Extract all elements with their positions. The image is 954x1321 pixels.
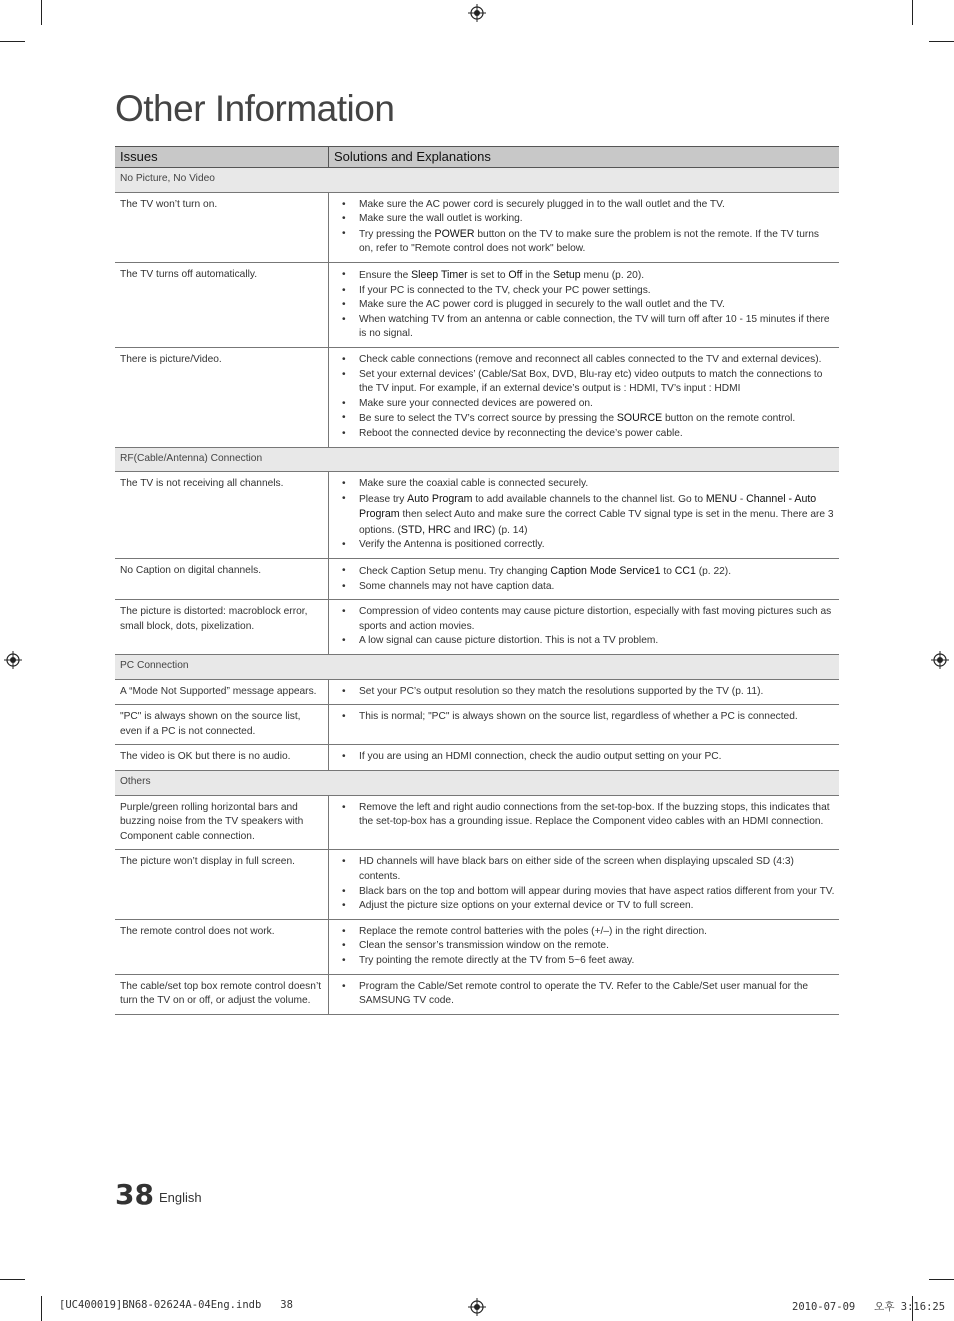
issue-cell: The cable/set top box remote control doesn’t turn the TV on or off, or adjust the volume. (115, 974, 329, 1014)
menu-term: IRC (473, 523, 492, 536)
column-header-solutions: Solutions and Explanations (329, 147, 840, 168)
solution-text: Black bars on the top and bottom will appear during movies that have aspect ratios different from your TV. (359, 885, 835, 897)
solution-text: (p. 22). (695, 566, 732, 578)
solution-text: Please try (359, 493, 408, 505)
solutions-cell (329, 600, 840, 655)
bullet-icon: • (342, 940, 346, 952)
issue-cell: The picture won’t display in full screen. (115, 850, 329, 919)
bullet-icon: • (342, 856, 346, 868)
solution-item (334, 198, 835, 213)
solution-item (334, 353, 835, 368)
solution-text: button on the TV to make sure the problem is not the remote. If the TV turns on, refer to "Remote control does not work" below. (359, 228, 820, 255)
menu-term: Off (508, 268, 523, 281)
print-footer-filename: [UC400019]BN68-02624A-04Eng.indb 38 (59, 1299, 293, 1311)
crop-mark (0, 1279, 25, 1280)
solutions-list (334, 477, 835, 553)
solution-item (334, 801, 835, 830)
solution-text: Check cable connections (remove and reconnect all cables connected to the TV and external devices). (359, 353, 822, 365)
solution-text: to add available channels to the channel list. Go to (472, 493, 706, 505)
bullet-icon: • (342, 198, 346, 210)
bullet-icon: • (342, 885, 346, 897)
bullet-icon: • (342, 492, 346, 504)
solution-item (334, 397, 835, 412)
solution-item (334, 227, 835, 257)
solution-item (334, 368, 835, 397)
crop-mark (41, 1296, 42, 1321)
solutions-cell (329, 795, 840, 850)
solution-item (334, 634, 835, 649)
crop-mark (41, 0, 42, 25)
solutions-cell (329, 347, 840, 447)
solution-text: and (450, 524, 474, 536)
menu-term: Sleep Timer (411, 268, 468, 281)
section-heading: No Picture, No Video (115, 168, 839, 193)
solution-item (334, 685, 835, 700)
bullet-icon: • (342, 268, 346, 280)
solution-text: A low signal can cause picture distortion. This is not a TV problem. (359, 635, 659, 647)
table-row (115, 472, 839, 559)
section-row (115, 447, 839, 472)
solution-item (334, 564, 835, 580)
solutions-cell (329, 745, 840, 771)
solution-text: Program the Cable/Set remote control to operate the TV. Refer to the Cable/Set user manual for the SAMSUNG TV code. (359, 980, 809, 1007)
solution-item (334, 492, 835, 539)
bullet-icon: • (342, 954, 346, 966)
table-row (115, 850, 839, 919)
crop-mark (912, 0, 913, 25)
table-row (115, 974, 839, 1014)
solutions-cell (329, 705, 840, 745)
solutions-list (334, 268, 835, 342)
table-row (115, 679, 839, 705)
solution-text: Try pressing the (359, 228, 435, 240)
menu-term: CC1 (674, 565, 696, 578)
bullet-icon: • (342, 299, 346, 311)
crop-mark (0, 41, 25, 42)
menu-term: Auto Program (407, 492, 473, 505)
solution-text: then select Auto and make sure the correct Cable TV signal type is set in the menu. There are 3 options. ( (359, 509, 834, 536)
bullet-icon: • (342, 980, 346, 992)
menu-term: SOURCE (616, 412, 663, 425)
solutions-list (334, 605, 835, 649)
solutions-list (334, 750, 835, 765)
print-footer-timestamp: 2010-07-09 오후 3:16:25 (792, 1301, 946, 1313)
issue-cell: There is picture/Video. (115, 347, 329, 447)
table-row (115, 745, 839, 771)
column-header-issues: Issues (115, 147, 329, 168)
solution-text: Clean the sensor’s transmission window on the remote. (359, 940, 609, 952)
page-number: 38 (115, 1178, 154, 1211)
menu-term: POWER (434, 227, 475, 240)
solution-text: in the (522, 269, 553, 281)
table-row (115, 262, 839, 347)
table-row (115, 192, 839, 262)
solution-text: Make sure your connected devices are powered on. (359, 397, 593, 409)
issue-cell: Purple/green rolling horizontal bars and buzzing noise from the TV speakers with Component cable connection. (115, 795, 329, 850)
solution-text: - (737, 493, 747, 505)
solution-text: Set your external devices’ (Cable/Sat Box, DVD, Blu-ray etc) video outputs to match the connections to the TV input. For example, if an external device’s output is : HDMI, TV’s input : HDMI (359, 368, 823, 395)
solution-item (334, 212, 835, 227)
solution-text: to (660, 566, 675, 578)
section-heading: RF(Cable/Antenna) Connection (115, 447, 839, 472)
solution-text: If you are using an HDMI connection, check the audio output setting on your PC. (359, 751, 722, 763)
bullet-icon: • (342, 427, 346, 439)
solution-text: Remove the left and right audio connections from the set-top-box. If the buzzing stops, this indicates that the set-top-box has a grounding issue. Replace the Component video cables with an HDMI connection. (359, 801, 830, 828)
table-row (115, 705, 839, 745)
solution-text: Check Caption Setup menu. Try changing (359, 566, 551, 578)
table-row (115, 600, 839, 655)
solution-item (334, 954, 835, 969)
solution-text: Some channels may not have caption data. (359, 580, 555, 592)
bullet-icon: • (342, 213, 346, 225)
bullet-icon: • (342, 313, 346, 325)
bullet-icon: • (342, 606, 346, 618)
bullet-icon: • (342, 751, 346, 763)
solution-text: Make sure the wall outlet is working. (359, 213, 523, 225)
solutions-cell (329, 919, 840, 974)
solution-text: Be sure to select the TV’s correct source by pressing the (359, 413, 617, 425)
page-language: English (159, 1190, 202, 1205)
menu-term: Caption Mode Service1 (550, 565, 661, 578)
issue-cell: The TV is not receiving all channels. (115, 472, 329, 559)
section-heading: PC Connection (115, 655, 839, 680)
issue-cell: The video is OK but there is no audio. (115, 745, 329, 771)
solution-item (334, 925, 835, 940)
solution-text: menu (p. 20). (580, 269, 645, 281)
solution-item (334, 939, 835, 954)
solution-item (334, 980, 835, 1009)
solutions-cell (329, 559, 840, 600)
bullet-icon: • (342, 368, 346, 380)
bullet-icon: • (342, 284, 346, 296)
registration-mark-icon (468, 4, 486, 22)
table-body (115, 168, 839, 1015)
solution-text: Try pointing the remote directly at the TV from 5~6 feet away. (359, 954, 635, 966)
solution-item (334, 268, 835, 284)
menu-term: MENU (705, 492, 738, 505)
bullet-icon: • (342, 353, 346, 365)
section-row (115, 655, 839, 680)
bullet-icon: • (342, 685, 346, 697)
bullet-icon: • (342, 478, 346, 490)
issue-cell: No Caption on digital channels. (115, 559, 329, 600)
solution-text: is set to (467, 269, 509, 281)
issue-cell: "PC" is always shown on the source list, even if a PC is not connected. (115, 705, 329, 745)
solution-item (334, 427, 835, 442)
solution-item (334, 605, 835, 634)
troubleshooting-table (115, 146, 839, 1015)
solution-text: Adjust the picture size options on your external device or TV to full screen. (359, 900, 694, 912)
crop-mark (929, 1279, 954, 1280)
solution-item (334, 899, 835, 914)
bullet-icon: • (342, 925, 346, 937)
solutions-cell (329, 192, 840, 262)
table-header-row (115, 147, 839, 168)
table-row (115, 559, 839, 600)
solution-text: Verify the Antenna is positioned correctly. (359, 539, 545, 551)
registration-mark-icon (4, 651, 22, 669)
solution-text: Ensure the (359, 269, 412, 281)
solution-item (334, 710, 835, 725)
solution-text: Make sure the AC power cord is plugged in securely to the wall outlet and the TV. (359, 299, 725, 311)
solutions-cell (329, 262, 840, 347)
solution-item (334, 538, 835, 553)
issue-cell: The TV won’t turn on. (115, 192, 329, 262)
solution-text: This is normal; "PC" is always shown on the source list, regardless of whether a PC is connected. (359, 711, 798, 723)
solutions-cell (329, 679, 840, 705)
bullet-icon: • (342, 580, 346, 592)
menu-term: STD, HRC (400, 523, 451, 536)
bullet-icon: • (342, 397, 346, 409)
solution-text: HD channels will have black bars on either side of the screen when displaying upscaled SD (4:3) contents. (359, 856, 794, 882)
solution-text: Reboot the connected device by reconnecting the device’s power cable. (359, 427, 683, 439)
menu-term: Setup (552, 268, 581, 281)
solution-item (334, 477, 835, 492)
solution-text: When watching TV from an antenna or cable connection, the TV will turn off after 10 - 15 minutes if there is no signal. (359, 313, 830, 340)
solution-item (334, 298, 835, 313)
solution-text: Replace the remote control batteries with the poles (+/–) in the right direction. (359, 925, 707, 937)
solutions-list (334, 980, 835, 1009)
solutions-cell (329, 472, 840, 559)
crop-mark (929, 41, 954, 42)
bullet-icon: • (342, 635, 346, 647)
solutions-cell (329, 850, 840, 919)
solutions-list (334, 685, 835, 700)
solution-text: If your PC is connected to the TV, check your PC power settings. (359, 284, 651, 296)
solution-text: Make sure the AC power cord is securely plugged in to the wall outlet and the TV. (359, 198, 725, 210)
section-row (115, 771, 839, 796)
solutions-list (334, 564, 835, 594)
solutions-list (334, 198, 835, 257)
solutions-cell (329, 974, 840, 1014)
solution-text: Set your PC’s output resolution so they match the resolutions supported by the TV (p. 11). (359, 685, 764, 697)
solutions-list (334, 353, 835, 442)
section-row (115, 168, 839, 193)
solution-item (334, 313, 835, 342)
solutions-list (334, 925, 835, 969)
table-row (115, 347, 839, 447)
page-title: Other Information (115, 88, 395, 129)
bullet-icon: • (342, 539, 346, 551)
section-heading: Others (115, 771, 839, 796)
solution-item (334, 284, 835, 299)
solution-text: button on the remote control. (662, 413, 796, 425)
issue-cell: The TV turns off automatically. (115, 262, 329, 347)
bullet-icon: • (342, 900, 346, 912)
solutions-list (334, 801, 835, 830)
bullet-icon: • (342, 412, 346, 424)
solution-text: Compression of video contents may cause picture distortion, especially with fast moving pictures such as sports and action movies. (359, 606, 832, 632)
bullet-icon: • (342, 565, 346, 577)
table-row (115, 919, 839, 974)
issue-cell: The remote control does not work. (115, 919, 329, 974)
registration-mark-icon (931, 651, 949, 669)
menu-term: Channel - Auto Program (359, 492, 817, 521)
bullet-icon: • (342, 801, 346, 813)
solution-text: ) (p. 14) (491, 524, 528, 536)
solution-item (334, 580, 835, 595)
bullet-icon: • (342, 227, 346, 239)
issue-cell: The picture is distorted: macroblock error, small block, dots, pixelization. (115, 600, 329, 655)
solutions-list (334, 710, 835, 725)
solutions-list (334, 855, 835, 913)
solution-item (334, 750, 835, 765)
registration-mark-icon (468, 1298, 486, 1316)
solution-item (334, 411, 835, 427)
bullet-icon: • (342, 711, 346, 723)
solution-item (334, 855, 835, 884)
solution-text: Make sure the coaxial cable is connected securely. (359, 478, 589, 490)
table-row (115, 795, 839, 850)
solution-item (334, 885, 835, 900)
issue-cell: A “Mode Not Supported” message appears. (115, 679, 329, 705)
